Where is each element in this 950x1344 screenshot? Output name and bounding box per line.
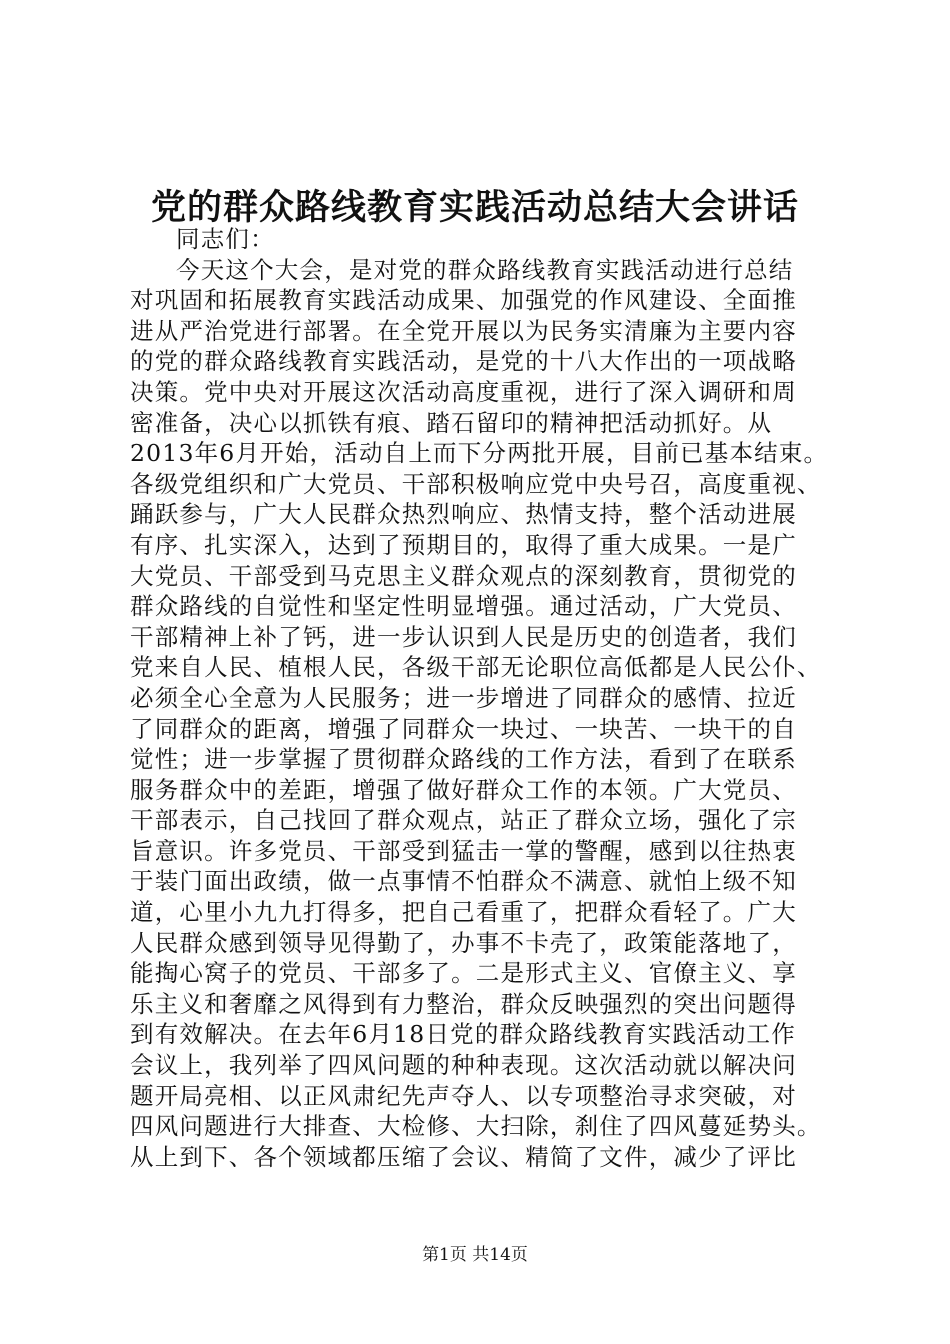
paragraph-line: 今天这个大会，是对党的群众路线教育实践活动进行总结: [176, 255, 794, 284]
paragraph-line: 从上到下、各个领域都压缩了会议、精简了文件，减少了评比: [130, 1142, 797, 1171]
paragraph-line: 各级党组织和广大党员、干部积极响应党中央号召，高度重视、: [130, 469, 822, 498]
salutation-line: 同志们：: [176, 225, 275, 253]
paragraph-line: 旨意识。许多党员、干部受到猛击一掌的警醒，感到以往热衷: [130, 836, 797, 865]
paragraph-line: 对巩固和拓展教育实践活动成果、加强党的作风建设、全面推: [130, 286, 797, 315]
paragraph-line: 会议上，我列举了四风问题的种种表现。这次活动就以解决问: [130, 1051, 797, 1080]
paragraph-line: 群众路线的自觉性和坚定性明显增强。通过活动，广大党员、: [130, 592, 797, 621]
document-body: [130, 224, 842, 1172]
paragraph-line: 道，心里小九九打得多，把自己看重了，把群众看轻了。广大: [130, 898, 797, 927]
paragraph-line: 进从严治党进行部署。在全党开展以为民务实清廉为主要内容: [130, 316, 797, 345]
paragraph-line: 干部表示，自己找回了群众观点，站正了群众立场，强化了宗: [130, 806, 797, 835]
paragraph-line: 的党的群众路线教育实践活动，是党的十八大作出的一项战略: [130, 347, 797, 376]
paragraph-line: 决策。党中央对开展这次活动高度重视，进行了深入调研和周: [130, 377, 797, 406]
paragraph-line: 人民群众感到领导见得勤了，办事不卡壳了，政策能落地了，: [130, 928, 797, 957]
paragraph-line: 党来自人民、植根人民，各级干部无论职位高低都是人民公仆、: [130, 653, 822, 682]
paragraph-line: 干部精神上补了钙，进一步认识到人民是历史的创造者，我们: [130, 622, 797, 651]
paragraph-line: 了同群众的距离，增强了同群众一块过、一块苦、一块干的自: [130, 714, 797, 743]
paragraph-line: 四风问题进行大排查、大检修、大扫除，刹住了四风蔓延势头。: [130, 1112, 822, 1141]
paragraph-line: 能掏心窝子的党员、干部多了。二是形式主义、官僚主义、享: [130, 959, 797, 988]
paragraph-line: 服务群众中的差距，增强了做好群众工作的本领。广大党员、: [130, 775, 797, 804]
paragraph-line: 2013年6月开始，活动自上而下分两批开展，目前已基本结束。: [130, 439, 829, 468]
paragraph-line: 到有效解决。在去年6月18日党的群众路线教育实践活动工作: [130, 1020, 796, 1049]
document-title: 党的群众路线教育实践活动总结大会讲话: [150, 187, 799, 228]
paragraph-line: 密准备，决心以抓铁有痕、踏石留印的精神把活动抓好。从: [130, 408, 773, 437]
paragraph-line: 必须全心全意为人民服务；进一步增进了同群众的感情、拉近: [130, 683, 797, 712]
paragraph-line: 大党员、干部受到马克思主义群众观点的深刻教育，贯彻党的: [130, 561, 797, 590]
paragraph-line: 有序、扎实深入，达到了预期目的，取得了重大成果。一是广: [130, 530, 797, 559]
paragraph-line: 于装门面出政绩，做一点事情不怕群众不满意、就怕上级不知: [130, 867, 797, 896]
paragraph-line: 题开局亮相、以正风肃纪先声夺人、以专项整治寻求突破，对: [130, 1081, 797, 1110]
page-number-footer: 第1页 共14页: [422, 1245, 528, 1265]
paragraph-line: 乐主义和奢靡之风得到有力整治，群众反映强烈的突出问题得: [130, 989, 797, 1018]
paragraph-line: 觉性；进一步掌握了贯彻群众路线的工作方法，看到了在联系: [130, 745, 797, 774]
paragraph-line: 踊跃参与，广大人民群众热烈响应、热情支持，整个活动进展: [130, 500, 797, 529]
